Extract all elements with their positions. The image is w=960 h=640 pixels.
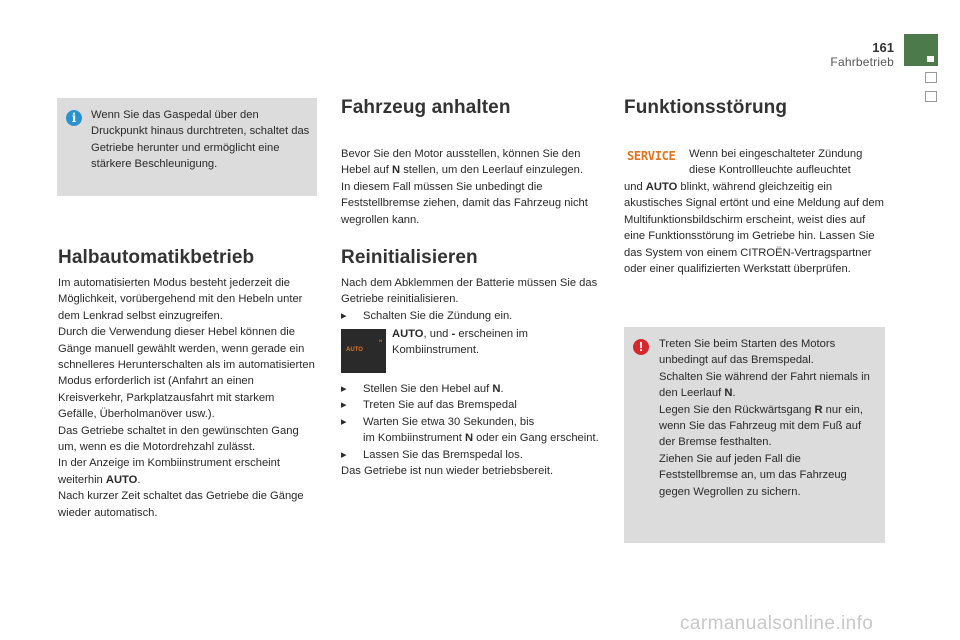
paragraph: Im automatisierten Modus besteht jederzeit die Möglichkeit, vorübergehend mit den Hebeln unter dem Lenkrad selbst einzugreifen.: [58, 277, 303, 322]
malfunction-intro: Wenn bei eingeschalteter Zündung diese Kontrollleuchte aufleuchtet: [689, 148, 863, 177]
heading-halbautomatikbetrieb: Halbautomatikbetrieb: [58, 247, 255, 268]
chapter-marker: [927, 56, 934, 62]
heading-fahrzeug-anhalten: Fahrzeug anhalten: [341, 97, 511, 118]
list-item: ▸ Warten Sie etwa 30 Sekunden, bis: [341, 414, 603, 430]
service-warning-icon: SERVICE: [627, 149, 675, 166]
bullet-icon: ▸: [341, 448, 347, 461]
info-text: Wenn Sie das Gaspedal über den Druckpunkt hinaus durchtreten, schaltet das Getriebe herunter und ermöglicht eine stärkere Beschleunigung.: [91, 109, 310, 171]
paragraph: Nach kurzer Zeit schaltet das Getriebe die Gänge wieder automatisch.: [58, 490, 304, 519]
chapter-tab: [904, 34, 938, 66]
page-number: 161: [872, 40, 894, 55]
list-item: ▸ Schalten Sie die Zündung ein.: [341, 308, 603, 324]
list-item: ▸ Lassen Sie das Bremspedal los.: [341, 447, 603, 463]
watermark: carmanualsonline.info: [680, 613, 874, 634]
malfunction-text: und AUTO blinkt, während gleichzeitig ein akustisches Signal ertönt und eine Meldung auf dem Multifunktionsbildschirm erscheint, weist dies auf eine Funktionsstörung im Getriebe hin. Lassen Sie das System von einem CITROËN-Vertragspartner oder einer qualifizierten Werkstatt überprüfen.: [624, 181, 884, 276]
bullet-icon: ▸: [341, 415, 347, 428]
instrument-display-image: [341, 329, 386, 373]
display-caption: AUTO, und - erscheinen im Kombiinstrument.: [392, 328, 528, 357]
auto-label: AUTO: [105, 473, 138, 486]
display-gear: N: [379, 338, 382, 343]
anhalten-text: Bevor Sie den Motor ausstellen, können Sie den Hebel auf N stellen, um den Leerlauf einzulegen. In diesem Fall müssen Sie unbedingt die Feststellbremse ziehen, damit das Fahrzeug nicht wegrollen kann.: [341, 148, 588, 226]
halbautomatik-text: Im automatisierten Modus besteht jederzeit die Möglichkeit, vorübergehend mit den Hebeln unter dem Lenkrad selbst einzugreifen. Durch die Verwendung dieser Hebel können die Gänge manuell gewählt werden, wenn gerade ein schnelleres Herunterschalten als im automatisierten Modus erforderlich ist (Anfahrt an einen Kreisverkehr, Parkplatzausfahrt mit starkem Gefälle, Überholmanöver usw.). Das Getriebe schaltet in den gewünschten Gang um, wenn es die Motordrehzahl zulässt. In der Anzeige im Kombiinstrument erscheint weiterhin AUTO. Nach kurzer Zeit schaltet das Getriebe die Gänge wieder automatisch.: [58, 277, 315, 519]
reinit-steps: ▸ Stellen Sie den Hebel auf N. ▸ Treten Sie auf das Bremspedal ▸ Warten Sie etwa 30 Sekunden, bis im Kombiinstrument N oder ein Gang erscheint. ▸ Lassen Sie das Bremspedal los. Das Getriebe ist nun wieder betriebsbereit.: [341, 381, 603, 479]
display-auto: AUTO: [346, 347, 363, 353]
chapter-outline-1: [925, 72, 937, 83]
list-item-continuation: im Kombiinstrument N oder ein Gang erscheint.: [363, 432, 599, 445]
warning-text: Treten Sie beim Starten des Motors unbedingt auf das Bremspedal. Schalten Sie während der Fahrt niemals in den Leerlauf N. Legen Sie den Rückwärtsgang R nur ein, wenn Sie das Fahrzeug mit dem Fuß auf der Bremse festhalten. Ziehen Sie auf jeden Fall die Feststellbremse an, um das Fahrzeug gegen Wegrollen zu sichern.: [659, 338, 870, 498]
heading-funktionsstoerung: Funktionsstörung: [624, 97, 788, 118]
bullet-icon: ▸: [341, 383, 347, 395]
section-title: Fahrbetrieb: [830, 55, 894, 69]
bullet-icon: ▸: [341, 309, 347, 322]
paragraph: In der Anzeige im Kombiinstrument erscheint weiterhin: [58, 457, 280, 486]
heading-reinitialisieren: Reinitialisieren: [341, 247, 478, 268]
list-item: ▸ Stellen Sie den Hebel auf N.: [341, 381, 603, 397]
paragraph: Durch die Verwendung dieser Hebel können die Gänge manuell gewählt werden, wenn gerade ein schnelleres Herunterschalten als im automatisierten Modus erforderlich ist (Anfahrt an einen Kreisverkehr, Parkplatzausfahrt mit starkem Gefälle, Überholmanöver usw.).: [58, 326, 315, 421]
warning-icon: !: [633, 339, 649, 355]
reinit-text: Nach dem Abklemmen der Batterie müssen Sie das Getriebe reinitialisieren. ▸ Schalten Sie die Zündung ein.: [341, 275, 603, 324]
chapter-outline-2: [925, 91, 937, 102]
info-icon: i: [66, 110, 82, 126]
paragraph: Das Getriebe schaltet in den gewünschten Gang um, wenn es die Motordrehzahl zulässt.: [58, 424, 299, 454]
list-item: ▸ Treten Sie auf das Bremspedal: [341, 397, 603, 413]
bullet-icon: ▸: [341, 399, 347, 412]
